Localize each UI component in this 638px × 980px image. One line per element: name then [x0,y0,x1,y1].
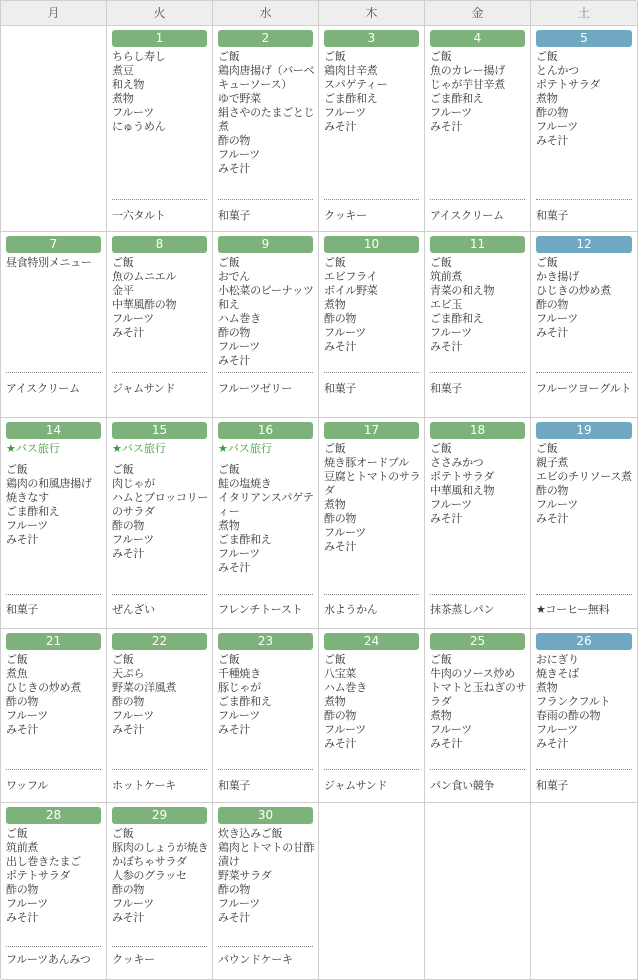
dotted-divider [536,372,632,373]
dotted-divider [112,769,207,770]
lunch-menu-text: ご飯 鶏肉の和風唐揚げ 焼きなす ごま酢和え フルーツ みそ汁 [6,463,92,546]
weekday-header-3: 木 [319,1,425,26]
lunch-menu-text: おにぎり 焼きそば 煮物 フランクフルト 春雨の酢の物 フルーツ みそ汁 [536,653,611,750]
lunch-menu-text: ご飯 肉じゃが ハムとブロッコリーのサラダ 酢の物 フルーツ みそ汁 [112,463,209,560]
event-label: ★バス旅行 [218,442,272,455]
day-number-badge: 22 [112,633,207,650]
weekday-header-4: 金 [425,1,531,26]
day-number-badge: 8 [112,236,207,253]
day-number-badge: 23 [218,633,313,650]
weekday-header-5: 土 [531,1,638,26]
day-cell [425,418,531,629]
day-number-badge: 1 [112,30,207,47]
dotted-divider [430,372,525,373]
event-label: ★バス旅行 [6,442,60,455]
day-number-badge: 17 [324,422,419,439]
day-number-badge: 25 [430,633,525,650]
day-number-badge: 7 [6,236,101,253]
snack-text: 和菓子 [218,209,251,222]
day-cell [531,418,638,629]
day-number-badge: 11 [430,236,525,253]
day-number-badge: 21 [6,633,101,650]
dotted-divider [430,199,525,200]
dotted-divider [324,372,419,373]
snack-text: アイスクリーム [430,209,504,222]
day-number-badge: 9 [218,236,313,253]
snack-text: フルーツゼリー [218,382,293,395]
lunch-menu-text: ご飯 おでん 小松菜のピーナッツ和え ハム巻き 酢の物 フルーツ みそ汁 [218,256,314,367]
day-cell [319,26,425,232]
snack-text: フレンチトースト [218,603,303,616]
day-cell [425,629,531,803]
snack-text: 一六タルト [112,209,166,222]
lunch-menu-text: ご飯 牛肉のソース炒め トマトと玉ねぎのサラダ 煮物 フルーツ みそ汁 [430,653,527,750]
lunch-menu-text: ご飯 天ぷら 野菜の洋風煮 酢の物 フルーツ みそ汁 [112,653,177,736]
dotted-divider [112,946,207,947]
lunch-menu-text: ちらし寿し 煮豆 和え物 煮物 フルーツ にゅうめん [112,50,166,133]
day-cell [107,803,213,980]
day-cell [107,26,213,232]
dotted-divider [536,594,632,595]
lunch-menu-text: ご飯 鶏肉唐揚げ（バーベキューソース） ゆで野菜 絹さやのたまごとじ煮 酢の物 フルーツ みそ汁 [218,50,315,175]
day-cell [213,803,319,980]
day-number-badge: 19 [536,422,632,439]
day-cell [531,26,638,232]
day-number-badge: 10 [324,236,419,253]
day-number-badge: 18 [430,422,525,439]
lunch-menu-text: ご飯 とんかつ ポテトサラダ 煮物 酢の物 フルーツ みそ汁 [536,50,601,147]
empty-day-cell [319,803,425,980]
dotted-divider [430,769,525,770]
lunch-menu-text: ご飯 親子煮 エビのチリソース煮 酢の物 フルーツ みそ汁 [536,442,632,525]
snack-text: 水ようかん [324,603,378,616]
lunch-menu-text: ご飯 豚肉のしょうが焼き かぼちゃサラダ 人参のグラッセ 酢の物 フルーツ みそ汁 [112,827,209,924]
dotted-divider [218,946,313,947]
snack-text: クッキー [112,953,155,966]
day-cell [319,418,425,629]
dotted-divider [112,199,207,200]
day-number-badge: 16 [218,422,313,439]
snack-text: 和菓子 [536,209,569,222]
dotted-divider [6,769,101,770]
lunch-menu-text: ご飯 八宝菜 ハム巻き 煮物 酢の物 フルーツ みそ汁 [324,653,367,750]
snack-text: クッキー [324,209,367,222]
weekday-header-2: 水 [213,1,319,26]
dotted-divider [218,199,313,200]
snack-text: ★コーヒー無料 [536,603,610,616]
snack-text: パウンドケーキ [218,953,293,966]
day-cell [1,418,107,629]
day-number-badge: 14 [6,422,101,439]
lunch-menu-text: ご飯 鮭の塩焼き イタリアンスパゲティー 煮物 ごま酢和え フルーツ みそ汁 [218,463,314,574]
lunch-menu-text: ご飯 筑前煮 出し巻きたまご ポテトサラダ 酢の物 フルーツ みそ汁 [6,827,81,924]
day-cell [531,232,638,418]
empty-day-cell [531,803,638,980]
day-number-badge: 3 [324,30,419,47]
snack-text: 抹茶蒸しパン [430,603,495,616]
dotted-divider [112,594,207,595]
lunch-menu-text: ご飯 ささみかつ ポテトサラダ 中華風和え物 フルーツ みそ汁 [430,442,495,525]
dotted-divider [324,594,419,595]
dotted-divider [324,199,419,200]
dotted-divider [218,594,313,595]
day-number-badge: 26 [536,633,632,650]
lunch-menu-text: ご飯 千種焼き 豚じゃが ごま酢和え フルーツ みそ汁 [218,653,272,736]
lunch-menu-text: ご飯 かき揚げ ひじきの炒め煮 酢の物 フルーツ みそ汁 [536,256,611,339]
day-cell [213,418,319,629]
snack-text: 和菓子 [430,382,463,395]
snack-text: アイスクリーム [6,382,80,395]
dotted-divider [430,594,525,595]
day-cell [319,232,425,418]
dotted-divider [324,769,419,770]
snack-text: ぜんざい [112,603,155,616]
empty-day-cell [425,803,531,980]
snack-text: ワッフル [6,779,48,792]
snack-text: ジャムサンド [112,382,176,395]
day-cell [319,629,425,803]
day-number-badge: 15 [112,422,207,439]
day-cell [1,803,107,980]
event-label: ★バス旅行 [112,442,166,455]
day-number-badge: 5 [536,30,632,47]
dotted-divider [112,372,207,373]
lunch-menu-text: ご飯 筑前煮 青菜の和え物 エビ玉 ごま酢和え フルーツ みそ汁 [430,256,495,353]
lunch-menu-text: ご飯 煮魚 ひじきの炒め煮 酢の物 フルーツ みそ汁 [6,653,81,736]
day-number-badge: 24 [324,633,419,650]
dotted-divider [6,372,101,373]
day-cell [213,629,319,803]
lunch-menu-text: 炊き込みご飯 鶏肉とトマトの甘酢漬け 野菜サラダ 酢の物 フルーツ みそ汁 [218,827,315,924]
snack-text: フルーツヨーグルト [536,382,632,395]
dotted-divider [6,946,101,947]
lunch-menu-text: ご飯 エビフライ ボイル野菜 煮物 酢の物 フルーツ みそ汁 [324,256,378,353]
lunch-menu-text: 昼食特別メニュー [6,256,92,269]
day-cell [107,418,213,629]
dotted-divider [218,769,313,770]
day-cell [213,26,319,232]
lunch-menu-text: ご飯 魚のカレー揚げ じゃが芋甘辛煮 ごま酢和え フルーツ みそ汁 [430,50,505,133]
weekday-header-1: 火 [107,1,213,26]
snack-text: 和菓子 [536,779,569,792]
snack-text: フルーツあんみつ [6,953,91,966]
day-number-badge: 29 [112,807,207,824]
day-cell [107,232,213,418]
weekday-header-0: 月 [1,1,107,26]
day-number-badge: 30 [218,807,313,824]
lunch-menu-text: ご飯 魚のムニエル 金平 中華風酢の物 フルーツ みそ汁 [112,256,177,339]
snack-text: 和菓子 [324,382,357,395]
day-cell [1,232,107,418]
day-number-badge: 4 [430,30,525,47]
day-cell [425,26,531,232]
snack-text: 和菓子 [218,779,251,792]
day-cell [213,232,319,418]
day-cell [425,232,531,418]
snack-text: パン食い競争 [430,779,495,792]
day-cell [531,629,638,803]
day-number-badge: 28 [6,807,101,824]
dotted-divider [536,769,632,770]
snack-text: ホットケーキ [112,779,176,792]
empty-day-cell [1,26,107,232]
dotted-divider [218,372,313,373]
day-number-badge: 12 [536,236,632,253]
dotted-divider [536,199,632,200]
lunch-menu-text: ご飯 鶏肉甘辛煮 スパゲティー ごま酢和え フルーツ みそ汁 [324,50,388,133]
snack-text: ジャムサンド [324,779,388,792]
day-number-badge: 2 [218,30,313,47]
day-cell [107,629,213,803]
dotted-divider [6,594,101,595]
snack-text: 和菓子 [6,603,39,616]
lunch-menu-text: ご飯 焼き豚オードブル 豆腐とトマトのサラダ 煮物 酢の物 フルーツ みそ汁 [324,442,421,553]
day-cell [1,629,107,803]
